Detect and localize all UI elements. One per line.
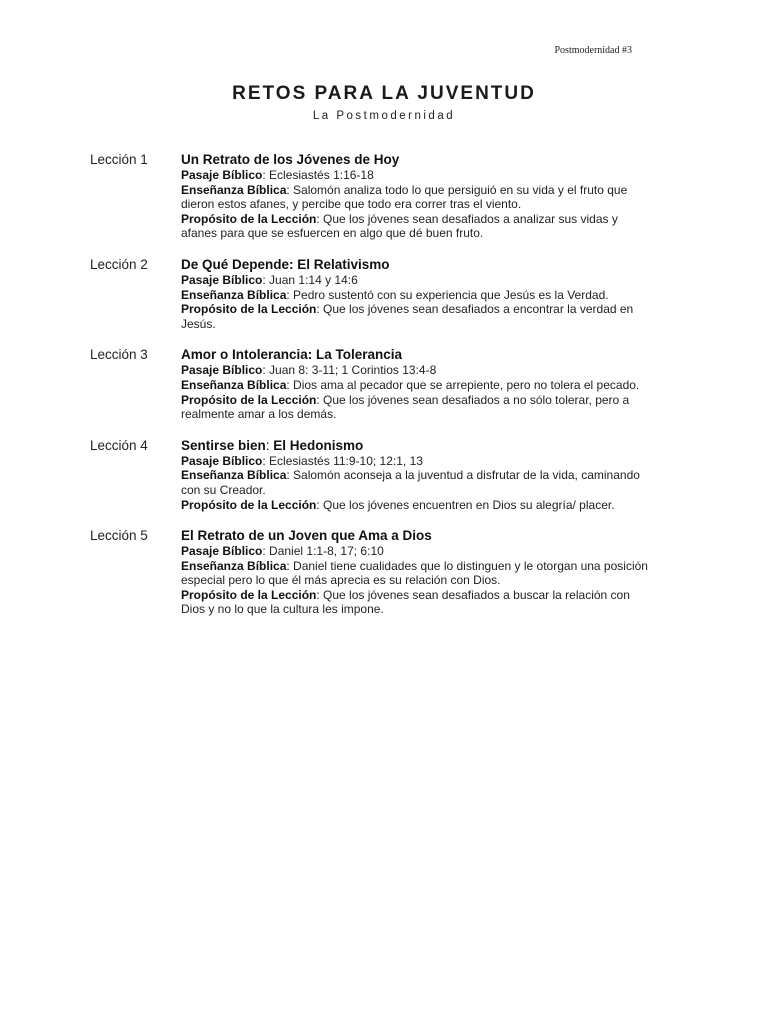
teaching-text: : Pedro sustentó con su experiencia que Jesús es la Verdad.	[286, 287, 609, 302]
teaching-text: : Dios ama al pecador que se arrepiente, pero no tolera el pecado.	[286, 377, 640, 392]
passage-label: Pasaje Bíblico	[181, 168, 263, 182]
lesson-1	[90, 152, 650, 241]
teaching-label: Enseñanza Bíblica	[181, 287, 287, 302]
lesson-teaching	[181, 468, 650, 497]
purpose-label: Propósito de la Lección	[181, 302, 317, 317]
lesson-number: Lección 1	[90, 152, 148, 167]
lesson-title: De Qué Depende: El Relativismo	[181, 256, 390, 272]
teaching-label: Enseñanza Bíblica	[181, 468, 287, 483]
purpose-label: Propósito de la Lección	[181, 392, 317, 407]
lesson-body	[181, 347, 650, 421]
lesson-4	[90, 438, 650, 512]
passage-label: Pasaje Bíblico	[181, 544, 263, 559]
lesson-teaching	[181, 559, 650, 588]
page-subtitle: La Postmodernidad	[312, 110, 456, 122]
lesson-title-separator: :	[265, 437, 274, 453]
passage-label: Pasaje Bíblico	[181, 453, 263, 468]
lesson-body	[181, 528, 650, 617]
lesson-body	[181, 438, 650, 512]
teaching-text: : Salomón analiza todo lo que persiguió en su vida y el fruto que dieron estos afanes, y percibe que todo era correr tras el viento.	[181, 182, 628, 212]
purpose-label: Propósito de la Lección	[181, 497, 317, 512]
lesson-2	[90, 257, 650, 331]
purpose-text: : Que los jóvenes sean desafiados a buscar la relación con Dios y no lo que la cultura les impone.	[181, 587, 630, 617]
teaching-label: Enseñanza Bíblica	[181, 558, 287, 573]
purpose-text: : Que los jóvenes sean desafiados a encontrar la verdad en Jesús.	[181, 302, 634, 331]
teaching-text: : Salomón aconseja a la juventud a disfrutar de la vida, caminando con su Creador.	[181, 468, 640, 497]
lesson-purpose	[181, 588, 650, 617]
lesson-purpose	[181, 212, 650, 241]
passage-text: : Juan 1:14 y 14:6	[262, 272, 358, 287]
lesson-5	[90, 528, 650, 617]
lesson-teaching	[181, 378, 650, 393]
teaching-label: Enseñanza Bíblica	[181, 377, 287, 392]
running-header: Postmodernidad #3	[554, 45, 632, 56]
lesson-list	[90, 152, 650, 633]
purpose-text: : Que los jóvenes encuentren en Dios su alegría/ placer.	[316, 497, 615, 512]
lesson-body	[181, 152, 650, 241]
passage-label: Pasaje Bíblico	[181, 272, 263, 287]
teaching-label: Enseñanza Bíblica	[181, 182, 287, 197]
passage-text: : Juan 8: 3-11; 1 Corintios 13:4-8	[262, 363, 437, 378]
lesson-passage	[181, 454, 650, 469]
lesson-teaching	[181, 288, 650, 303]
page-title: RETOS PARA LA JUVENTUD	[232, 83, 536, 104]
passage-text: : Eclesiastés 11:9-10; 12:1, 13	[262, 453, 423, 468]
lesson-passage	[181, 544, 650, 559]
lesson-title: Un Retrato de los Jóvenes de Hoy	[181, 152, 400, 167]
passage-label: Pasaje Bíblico	[181, 363, 263, 378]
lesson-title-part-b: El Hedonismo	[273, 437, 364, 453]
lesson-number: Lección 4	[90, 437, 148, 453]
purpose-label: Propósito de la Lección	[181, 587, 317, 602]
purpose-text: : Que los jóvenes sean desafiados a analizar sus vidas y afanes para que se esfuercen en algo que dé buen fruto.	[181, 211, 618, 241]
lesson-number: Lección 3	[90, 347, 148, 363]
teaching-text: : Daniel tiene cualidades que lo distinguen y le otorgan una posición especial pero lo que él más aprecia es su relación con Dios.	[181, 558, 648, 588]
passage-text: : Eclesiastés 1:16-18	[262, 168, 374, 182]
lesson-teaching	[181, 183, 650, 212]
lesson-passage	[181, 363, 650, 378]
purpose-label: Propósito de la Lección	[181, 211, 317, 226]
lesson-purpose	[181, 302, 650, 331]
lesson-purpose	[181, 393, 650, 422]
passage-text: : Daniel 1:1-8, 17; 6:10	[262, 544, 384, 559]
lesson-passage	[181, 273, 650, 288]
lesson-3	[90, 347, 650, 421]
lesson-title	[181, 438, 650, 454]
lesson-title: Amor o Intolerancia: La Tolerancia	[181, 347, 403, 363]
lesson-number: Lección 2	[90, 256, 148, 272]
lesson-title: El Retrato de un Joven que Ama a Dios	[181, 528, 432, 544]
lesson-body	[181, 257, 650, 331]
lesson-number: Lección 5	[90, 528, 148, 544]
lesson-passage	[181, 168, 650, 183]
purpose-text: : Que los jóvenes sean desafiados a no sólo tolerar, pero a realmente amar a los demás.	[181, 392, 630, 422]
lesson-title-part-a: Sentirse bien	[181, 437, 266, 453]
lesson-purpose	[181, 498, 650, 513]
